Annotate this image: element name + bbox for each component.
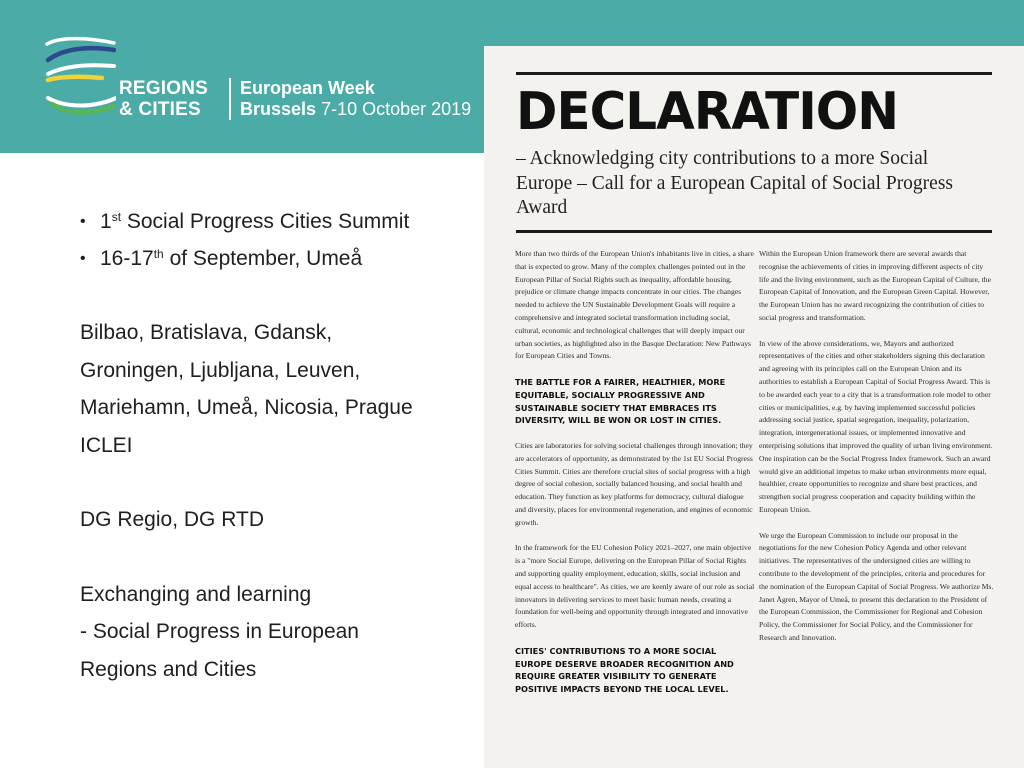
bullet-date: [80, 240, 480, 277]
participating-cities: [80, 314, 480, 464]
paragraph: Within the European Union framework there are several awards that recognise the achievements of cities in improving different aspects of city life and the living environment, such as the European Capital of Culture, the European Capital of Innovation, and the European Green Capital. However, the European Union has no award recognizing the contribution of cities to social progress and transformation.: [759, 249, 991, 322]
event-city: Brussels: [240, 99, 317, 119]
top-rule: [516, 72, 992, 75]
paragraph: In the framework for the EU Cohesion Policy 2021–2027, one main objective is a "more Social Europe, delivering on the European Pillar of Social Rights and supporting quality employment, education, skills, social inclusion and equal access to healthcare". As cities, we are keenly aware of our role as social innovators in delivering services to meet basic human needs, creating a foundation for well-being and opportunity through integrated and innovative efforts.: [515, 543, 755, 630]
bullet-text: Social Progress Cities Summit: [121, 210, 410, 233]
paragraph: We urge the European Commission to include our proposal in the negotiations for the new Cohesion Policy Agenda and other relevant initiatives. The representatives of the undersigned cities are willing to contribute to the development of the principles, criteria and procedures for the nomination of the European Capital of Social Progress. We authorize Ms. Janet Ågren, Mayor of Umeå, to present this declaration to the President of the European Commission, the Commissioner for Regional and Cohesion Policy, the Commissioner for Social Policy, and the Commissioner for Research and Innovation.: [759, 530, 994, 642]
exchange-line: - Social Progress in European: [80, 620, 359, 643]
bottom-rule: [516, 230, 992, 233]
brand-name: [119, 78, 208, 120]
ordinal-suffix: st: [111, 210, 122, 224]
section-heading: THE BATTLE FOR A FAIRER, HEALTHIER, MORE EQUITABLE, SOCIALLY PROGRESSIVE AND SUSTAINABLE SOCIETY THAT EMBRACES ITS DIVERSITY, WILL BE WON OR LOST IN CITIES.: [515, 376, 726, 426]
slide-text: [80, 203, 480, 688]
brand-line-1: REGIONS: [119, 78, 209, 99]
swoosh-logo-icon: [44, 36, 116, 120]
event-info: [240, 78, 471, 120]
exchange-line: Exchanging and learning: [80, 582, 312, 606]
paragraph: More than two thirds of the European Union's inhabitants live in cities, a share that is expected to grow. Many of the complex challenges pointed out in the European Pillar of Social Rights such as inequality, affordable housing, prejudice or climate change impacts concentrate in our cities. The changes needed to achieve the UN Sustainable Development Goals will require a comprehensive and integrated societal transformation including social, cultural, economic and technological challenges that will deeply impact our urban societies, as highlighted also in the Basque Declaration: New Pathways for European Cities and Towns.: [515, 249, 754, 361]
cities-line: Groningen, Ljubljana, Leuven,: [80, 358, 361, 382]
bullet-text: of September, Umeå: [163, 247, 363, 270]
left-column: [515, 248, 755, 709]
bullet-dot-icon: •: [80, 213, 86, 230]
document-subtitle: – Acknowledging city contributions to a more Social Europe – Call for a European Capital of Social Progress Award: [516, 148, 954, 218]
paragraph: Cities are laboratories for solving societal challenges through innovation; they are accelerators of opportunity, as demonstrated by the 1st EU Social Progress Cities Summit. Cities are therefore crucial sites of social progress with a high degree of social cohesion, socially balanced housing, and social health and education. They function as key platforms for democracy, cultural dialogue and diversity, places for environmental regeneration, and engines of economic growth.: [515, 440, 753, 527]
section-heading: CITIES' CONTRIBUTIONS TO A MORE SOCIAL EUROPE DESERVE BROADER RECOGNITION AND REQUIRE GREATER VISIBILITY TO GENERATE POSITIVE IMPACTS BEYOND THE LOCAL LEVEL.: [515, 645, 734, 695]
event-name: European Week: [240, 78, 375, 98]
cities-line: Bilbao, Bratislava, Gdansk,: [80, 321, 333, 344]
ordinal-suffix: th: [153, 247, 164, 261]
bullet-text: 16-17: [100, 247, 154, 270]
right-column: [759, 248, 994, 658]
cities-line: ICLEI: [80, 433, 133, 457]
bullet-text: 1: [100, 210, 112, 233]
document-title: DECLARATION: [516, 82, 899, 142]
exchange-line: Regions and Cities: [80, 657, 257, 681]
declaration-document: [484, 46, 1024, 768]
directorates: DG Regio, DG RTD: [80, 508, 264, 531]
paragraph: In view of the above considerations, we, Mayors and authorized representatives of the cities and other stakeholders signing this declaration and agreeing with its principles call on the European Union and its authorities to establish a European Capital of Social Progress Award. This is to be awarded each year to a city that is a transformation role model to other cities or municipalities, e.g. by having implemented successful policies addressing social justice, spatial segregation, inequality, polarization, integration, intergenerational issues, or implemented innovative and enterprising solutions that improved the quality of urban living environment. One inspiration can be the Social Progress Index framework. Such an award would give an additional impetus to make urban environments more equal, healthier, create opportunities to recognize and share best practices, and strengthen social progress cooperation and capacity building within the European Union.: [759, 338, 993, 514]
cities-line: Mariehamn, Umeå, Nicosia, Prague: [80, 396, 413, 419]
bullet-summit: [80, 203, 480, 240]
event-dates: 7-10 October 2019: [321, 99, 472, 119]
bullet-dot-icon: •: [80, 250, 86, 267]
exchange-note: [80, 576, 480, 689]
brand-line-2: & CITIES: [119, 99, 201, 120]
logo-divider: [229, 78, 231, 120]
event-logo: [44, 36, 474, 126]
